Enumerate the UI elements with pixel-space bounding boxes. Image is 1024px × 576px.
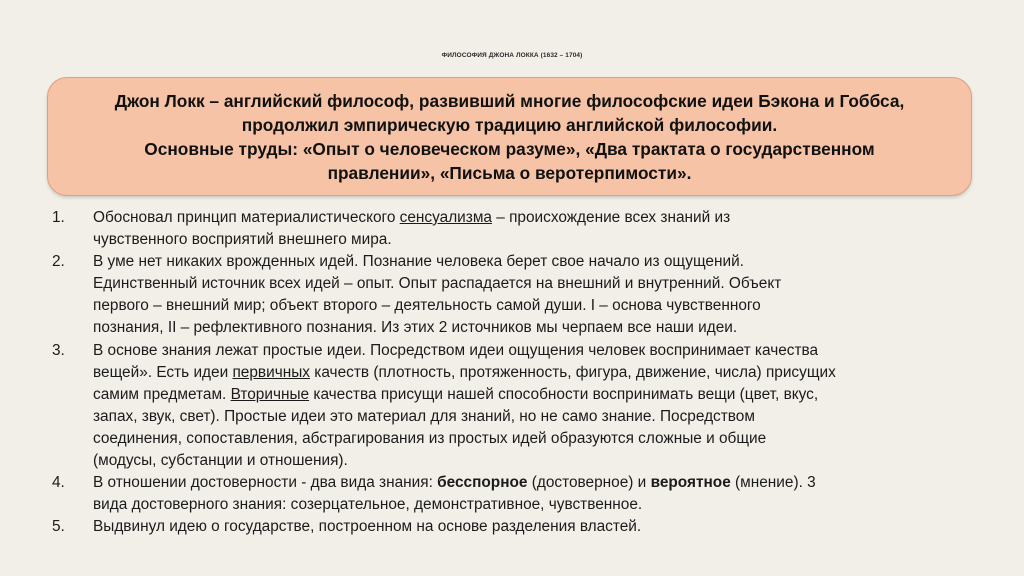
text-run: качества присущи нашей способности воспринимать вещи (цвет, вкус, (309, 385, 819, 403)
intro-line: Джон Локк – английский философ, развивший многие философские идеи Бэкона и Гоббса, (114, 90, 905, 111)
item-line: Выдвинул идею о государстве, построенном на основе разделения властей. (93, 518, 642, 536)
item-line: вида достоверного знания: созерцательное, демонстративное, чувственное. (93, 496, 643, 514)
item-number: 5. (52, 518, 65, 536)
item-text (93, 207, 730, 251)
underlined-term: первичных (232, 363, 310, 381)
item-line: Единственный источник всех идей – опыт. Опыт распадается на внешний и внутренний. Объект (93, 275, 782, 293)
item-line: В уме нет никаких врожденных идей. Познание человека берет свое начало из ощущений. (93, 253, 744, 271)
list-item (52, 251, 972, 339)
intro-box (47, 77, 972, 196)
item-line (93, 362, 836, 384)
item-number: 4. (52, 474, 65, 492)
text-run: (мнение). 3 (730, 474, 816, 492)
item-number: 1. (52, 209, 65, 226)
numbered-list (52, 207, 972, 538)
item-line (93, 207, 730, 229)
item-line: соединения, сопоставления, абстрагирования из простых идей образуются сложные и общие (93, 429, 767, 447)
item-line: В основе знания лежат простые идеи. Посредством идеи ощущения человек воспринимает качества (93, 341, 819, 359)
item-line: первого – внешний мир; объект второго – деятельность самой души. I – основа чувственного (93, 297, 761, 315)
text-run: самим предметам. (93, 385, 231, 403)
item-line: познания, II – рефлективного познания. Из этих 2 источников мы черпаем все наши идеи. (93, 319, 738, 337)
list-item (52, 340, 972, 473)
item-line: чувственного восприятий внешнего мира. (93, 231, 392, 249)
intro-line: продолжил эмпирическую традицию английской философии. (241, 114, 778, 135)
item-line: (модусы, субстанции и отношения). (93, 452, 348, 470)
item-text (93, 251, 781, 339)
item-number: 3. (52, 341, 65, 359)
intro-text (115, 89, 905, 185)
item-line: запах, звук, свет). Простые идеи это материал для знаний, но не само знание. Посредством (93, 407, 755, 425)
list-item (52, 207, 972, 251)
intro-line: Основные труды: «Опыт о человеческом разуме», «Два трактата о государственном (144, 138, 875, 159)
text-run: вещей». Есть идеи (93, 363, 233, 381)
item-number: 2. (52, 253, 65, 271)
list-item (52, 516, 972, 538)
underlined-term: сенсуализма (399, 209, 492, 226)
slide-title: ФИЛОСОФИЯ ДЖОНА ЛОККА (1632 – 1704) (441, 52, 583, 59)
underlined-term: Вторичные (230, 385, 310, 403)
text-run: качеств (плотность, протяженность, фигура, движение, числа) присущих (309, 363, 836, 381)
item-text (93, 340, 836, 473)
item-text (93, 472, 816, 516)
text-run: Обосновал принцип материалистического (93, 209, 400, 226)
item-text (93, 516, 641, 538)
text-run: – происхождение всех знаний из (491, 209, 731, 226)
item-line (93, 384, 836, 406)
text-run: (достоверное) и (527, 474, 651, 492)
text-run: В отношении достоверности - два вида знания: (93, 474, 438, 492)
bold-term: вероятное (650, 474, 731, 492)
item-line (93, 472, 816, 494)
intro-line: правлении», «Письма о веротерпимости». (327, 162, 692, 183)
bold-term: бесспорное (437, 474, 528, 492)
list-item (52, 472, 972, 516)
